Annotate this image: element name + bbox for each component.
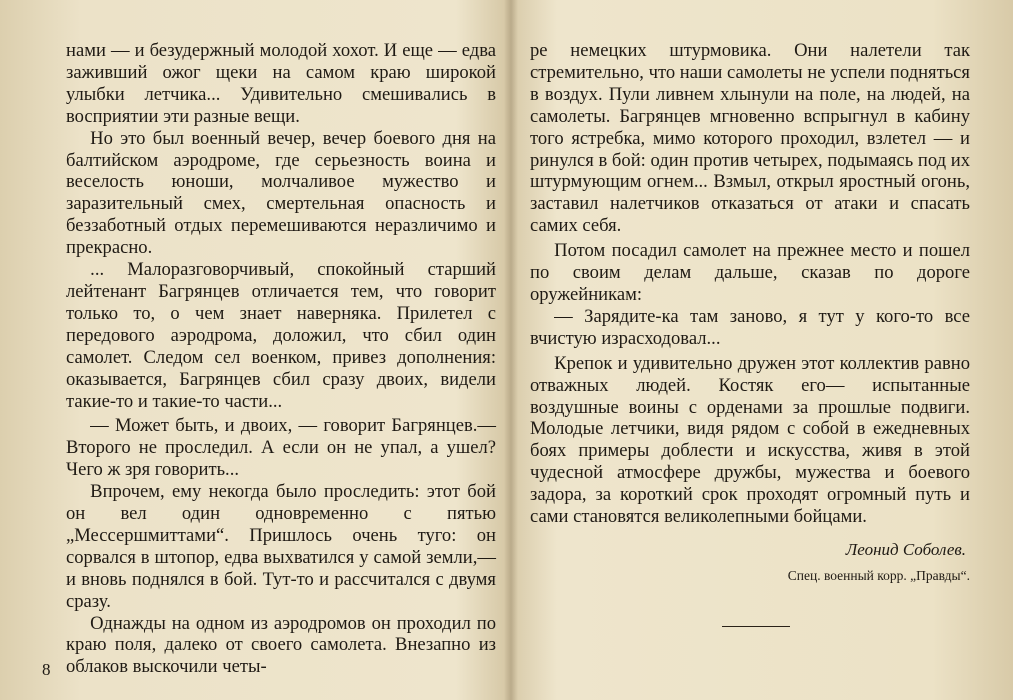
- left-page: [66, 40, 496, 678]
- right-paragraph-3: — Зарядите-ка там заново, я тут у кого-то все вчистую израсходовал...: [530, 305, 970, 349]
- right-page: [530, 40, 970, 627]
- left-paragraph-1: нами — и безудержный молодой хохот. И еще — едва заживший ожог щеки на самом краю широкой улыбки летчика... Удивительно смешивались в восприятии эти разные вещи.: [66, 40, 496, 127]
- page-number: 8: [42, 660, 51, 679]
- left-paragraph-6: Однажды на одном из аэродромов он проходил по краю поля, далеко от своего самолета. Внезапно из облаков выскочили четы-: [66, 612, 496, 678]
- right-paragraph-1: ре немецких штурмовика. Они налетели так стремительно, что наши самолеты не успели подняться в воздух. Пули ливнем хлынули на поле, на людей, на самолеты. Багрянцев мгновенно вспрыгнул в кабину того ястребка, мимо которого проходил, взлетел — и ринулся в бой: один против четырех, подымаясь под их штурмующим огнем... Взмыл, открыл яростный огонь, заставил налетчиков отказаться от атаки и спасать самих себя.: [530, 40, 970, 237]
- left-paragraph-3: ... Малоразговорчивый, спокойный старший лейтенант Багрянцев отличается тем, что говорит только то, о чем знает наверняка. Прилетел с передового аэродрома, доложил, что сбил один самолет. Следом сел военком, привез дополнения: оказывается, Багрянцев сбил сразу двоих, видели такие-то и такие-то части...: [66, 259, 496, 412]
- author-signature: Леонид Соболев.: [845, 539, 966, 559]
- closing-divider: [722, 626, 790, 627]
- right-paragraph-4: Крепок и удивительно дружен этот коллектив равно отважных людей. Костяк его— испытанные воздушные воины с орденами за прошлые подвиги. Молодые летчики, видя рядом с собой в ежедневных боях примеры доблести и искусства, живя в этой чудесной атмосфере дружбы, мужества и боевого задора, за короткий срок проходят огромный путь и сами становятся великолепными бойцами.: [530, 352, 970, 528]
- right-paragraph-2: Потом посадил самолет на прежнее место и пошел по своим делам дальше, сказав по дороге оружейникам:: [530, 240, 970, 305]
- book-gutter: [504, 0, 518, 700]
- left-paragraph-4: — Может быть, и двоих, — говорит Багрянцев.— Второго не проследил. А если он не упал, а ушел? Чего ж зря говорить...: [66, 415, 496, 481]
- left-paragraph-2: Но это был военный вечер, вечер боевого дня на балтийском аэродроме, где серьезность воина и веселость юноши, молчаливое мужество и заразительный смех, смертельная опасность и беззаботный отдых перемешиваются неразличимо и прекрасно.: [66, 127, 496, 259]
- left-paragraph-5: Впрочем, ему некогда было проследить: этот бой он вел один одновременно с пятью „Мессершмиттами“. Пришлось очень туго: он сорвался в штопор, едва выхватился у самой земли,— и вновь поднялся в бой. Тут-то и рассчитался с двумя сразу.: [66, 481, 496, 612]
- author-credit: Спец. военный корр. „Правды“.: [787, 567, 970, 583]
